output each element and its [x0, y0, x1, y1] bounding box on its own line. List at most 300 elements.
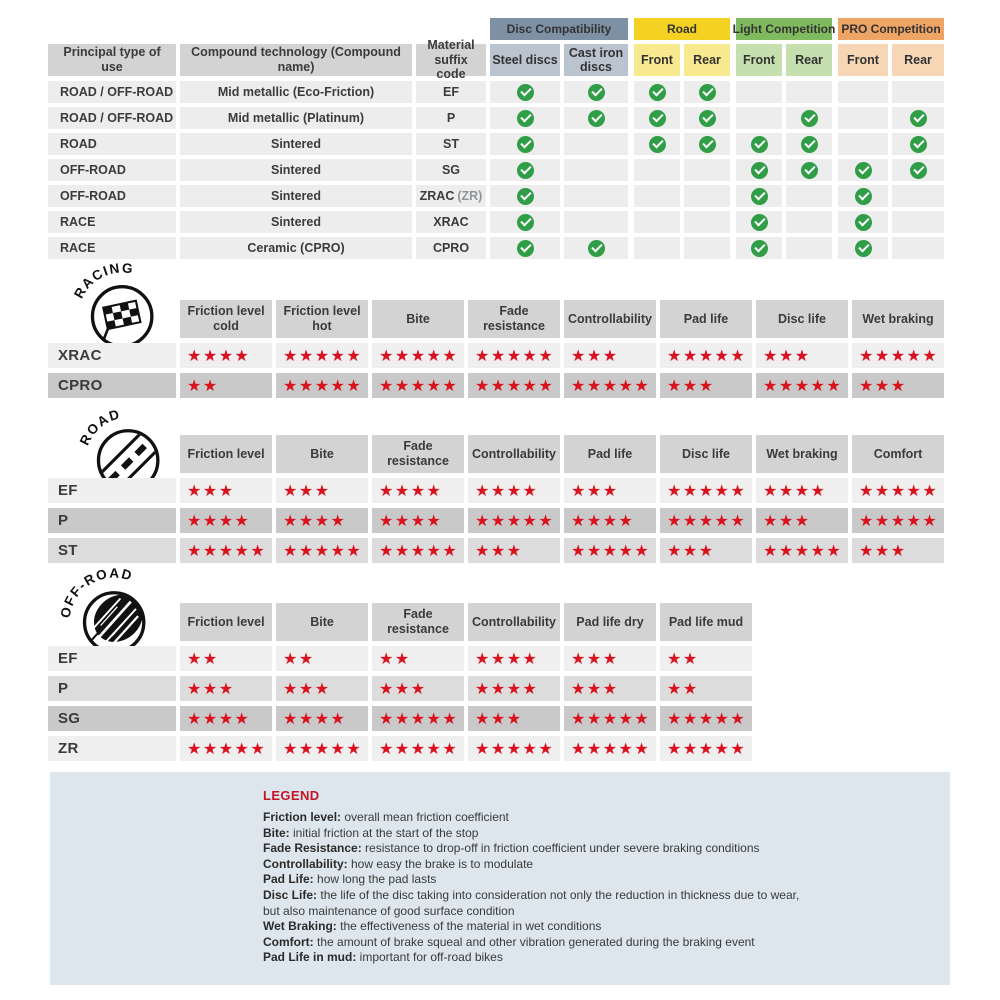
- star-rating-cell: [372, 538, 464, 563]
- check-cell: [634, 211, 680, 233]
- check-cell: [786, 159, 832, 181]
- check-cell: [634, 185, 680, 207]
- rating-column-header: Fade resistance: [468, 300, 560, 338]
- star-rating-3-of-5: ★★★: [763, 345, 811, 365]
- group-header-road: Road: [634, 18, 730, 40]
- star-rating-3-of-5: ★★★: [475, 540, 523, 560]
- legend-item: Wet Braking: the effectiveness of the material in wet conditions: [263, 919, 602, 934]
- check-icon: [699, 136, 716, 153]
- check-cell: [786, 237, 832, 259]
- star-rating-cell: [852, 343, 944, 368]
- check-icon: [801, 110, 818, 127]
- star-rating-cell: [468, 706, 560, 731]
- star-rating-4-of-5: ★★★★: [379, 480, 443, 500]
- star-rating-cell: [660, 538, 752, 563]
- star-rating-cell: [468, 478, 560, 503]
- star-rating-3-of-5: ★★★: [763, 510, 811, 530]
- star-rating-cell: [756, 478, 848, 503]
- ratings-row: [48, 373, 948, 398]
- group-header-light-competition: Light Competition: [736, 18, 832, 40]
- star-rating-cell: [372, 676, 464, 701]
- star-rating-cell: [468, 646, 560, 671]
- compound-label: XRAC: [48, 343, 176, 368]
- code-cell: EF: [416, 81, 486, 103]
- check-cell: [838, 81, 888, 103]
- star-rating-cell: [180, 736, 272, 761]
- rating-column-header: Pad life: [564, 435, 656, 473]
- column-header: Material suffix code: [416, 44, 486, 76]
- svg-text:ROAD: ROAD: [76, 406, 123, 448]
- star-rating-cell: [852, 373, 944, 398]
- star-rating-5-of-5: ★★★★★: [571, 540, 651, 560]
- star-rating-4-of-5: ★★★★: [187, 708, 251, 728]
- compound-cell: Mid metallic (Eco-Friction): [180, 81, 412, 103]
- star-rating-cell: [276, 676, 368, 701]
- star-rating-4-of-5: ★★★★: [379, 510, 443, 530]
- star-rating-cell: [276, 343, 368, 368]
- legend-item: Disc Life: the life of the disc taking into consideration not only the reduction in thickness due to wear,: [263, 887, 800, 902]
- star-rating-3-of-5: ★★★: [475, 708, 523, 728]
- code-cell: CPRO: [416, 237, 486, 259]
- compat-row: [48, 81, 950, 103]
- ratings-row: [48, 676, 756, 701]
- spacer: [48, 603, 180, 641]
- ratings-row: [48, 343, 948, 368]
- star-rating-5-of-5: ★★★★★: [283, 375, 363, 395]
- use-cell: OFF-ROAD: [48, 159, 176, 181]
- star-rating-5-of-5: ★★★★★: [667, 708, 747, 728]
- compound-cell: Sintered: [180, 133, 412, 155]
- compat-row: [48, 185, 950, 207]
- star-rating-cell: [564, 646, 656, 671]
- check-cell: [838, 211, 888, 233]
- star-rating-2-of-5: ★★: [187, 648, 219, 668]
- star-rating-4-of-5: ★★★★: [475, 648, 539, 668]
- check-cell: [736, 237, 782, 259]
- rating-column-header: Disc life: [660, 435, 752, 473]
- use-cell: ROAD / OFF-ROAD: [48, 107, 176, 129]
- star-rating-3-of-5: ★★★: [571, 480, 619, 500]
- check-cell: [892, 159, 944, 181]
- check-cell: [892, 107, 944, 129]
- check-cell: [684, 159, 730, 181]
- check-icon: [517, 84, 534, 101]
- check-icon: [649, 110, 666, 127]
- compound-label: P: [48, 676, 176, 701]
- spacer: [48, 300, 180, 338]
- subcolumn-header: Cast iron discs: [564, 44, 628, 76]
- check-cell: [892, 81, 944, 103]
- check-icon: [751, 240, 768, 257]
- check-cell: [684, 107, 730, 129]
- star-rating-cell: [468, 373, 560, 398]
- check-icon: [517, 162, 534, 179]
- check-cell: [684, 185, 730, 207]
- check-cell: [838, 107, 888, 129]
- compound-cell: Mid metallic (Platinum): [180, 107, 412, 129]
- star-rating-5-of-5: ★★★★★: [379, 345, 459, 365]
- check-icon: [855, 188, 872, 205]
- check-icon: [910, 110, 927, 127]
- compound-cell: Sintered: [180, 211, 412, 233]
- star-rating-3-of-5: ★★★: [667, 540, 715, 560]
- check-cell: [564, 107, 628, 129]
- star-rating-cell: [468, 676, 560, 701]
- check-cell: [634, 81, 680, 103]
- use-cell: ROAD: [48, 133, 176, 155]
- subcolumn-header: Steel discs: [490, 44, 560, 76]
- star-rating-cell: [564, 676, 656, 701]
- column-header: Principal type of use: [48, 44, 176, 76]
- legend-item: Fade Resistance: resistance to drop-off in friction coefficient under severe braking conditions: [263, 841, 760, 856]
- star-rating-5-of-5: ★★★★★: [859, 345, 939, 365]
- code-cell: ST: [416, 133, 486, 155]
- use-cell: OFF-ROAD: [48, 185, 176, 207]
- star-rating-cell: [180, 676, 272, 701]
- check-cell: [490, 185, 560, 207]
- ratings-header-row: [48, 603, 756, 641]
- star-rating-cell: [660, 706, 752, 731]
- svg-text:OFF-ROAD: OFF-ROAD: [58, 565, 135, 620]
- star-rating-5-of-5: ★★★★★: [571, 738, 651, 758]
- code-cell: P: [416, 107, 486, 129]
- rating-column-header: Friction level: [180, 603, 272, 641]
- legend-items: [263, 810, 936, 966]
- star-rating-cell: [372, 646, 464, 671]
- star-rating-5-of-5: ★★★★★: [283, 345, 363, 365]
- rating-column-header: Bite: [276, 603, 368, 641]
- check-cell: [490, 159, 560, 181]
- star-rating-cell: [180, 373, 272, 398]
- ratings-row: [48, 706, 756, 731]
- group-header-pro-competition: PRO Competition: [838, 18, 944, 40]
- star-rating-cell: [660, 646, 752, 671]
- star-rating-3-of-5: ★★★: [283, 678, 331, 698]
- star-rating-3-of-5: ★★★: [379, 678, 427, 698]
- star-rating-cell: [468, 538, 560, 563]
- star-rating-5-of-5: ★★★★★: [475, 345, 555, 365]
- check-icon: [751, 188, 768, 205]
- legend-box: [50, 772, 950, 985]
- star-rating-cell: [564, 478, 656, 503]
- check-cell: [786, 81, 832, 103]
- star-rating-5-of-5: ★★★★★: [475, 375, 555, 395]
- star-rating-cell: [276, 646, 368, 671]
- code-cell: SG: [416, 159, 486, 181]
- star-rating-5-of-5: ★★★★★: [379, 540, 459, 560]
- star-rating-cell: [180, 343, 272, 368]
- legend-item: Bite: initial friction at the start of the stop: [263, 825, 479, 840]
- rating-column-header: Wet braking: [756, 435, 848, 473]
- rating-column-header: Pad life: [660, 300, 752, 338]
- star-rating-cell: [756, 343, 848, 368]
- check-cell: [838, 185, 888, 207]
- star-rating-2-of-5: ★★: [667, 648, 699, 668]
- star-rating-cell: [180, 478, 272, 503]
- code-cell: XRAC: [416, 211, 486, 233]
- check-cell: [490, 211, 560, 233]
- legend-item: Controllability: how easy the brake is to modulate: [263, 856, 534, 871]
- star-rating-3-of-5: ★★★: [283, 480, 331, 500]
- racing-ratings-table: [48, 300, 948, 403]
- check-cell: [564, 185, 628, 207]
- star-rating-3-of-5: ★★★: [859, 540, 907, 560]
- star-rating-cell: [468, 508, 560, 533]
- check-cell: [564, 81, 628, 103]
- star-rating-4-of-5: ★★★★: [187, 345, 251, 365]
- rating-column-header: Wet braking: [852, 300, 944, 338]
- star-rating-2-of-5: ★★: [379, 648, 411, 668]
- star-rating-3-of-5: ★★★: [571, 648, 619, 668]
- star-rating-5-of-5: ★★★★★: [283, 540, 363, 560]
- star-rating-5-of-5: ★★★★★: [667, 738, 747, 758]
- check-cell: [786, 133, 832, 155]
- check-icon: [751, 162, 768, 179]
- check-cell: [564, 159, 628, 181]
- star-rating-cell: [564, 736, 656, 761]
- column-header: Compound technology (Compound name): [180, 44, 412, 76]
- check-icon: [801, 162, 818, 179]
- star-rating-cell: [564, 706, 656, 731]
- star-rating-cell: [372, 373, 464, 398]
- use-cell: ROAD / OFF-ROAD: [48, 81, 176, 103]
- check-icon: [588, 110, 605, 127]
- check-cell: [736, 133, 782, 155]
- subcolumn-header: Rear: [786, 44, 832, 76]
- star-rating-5-of-5: ★★★★★: [859, 510, 939, 530]
- star-rating-cell: [564, 373, 656, 398]
- road-ratings-table: [48, 435, 948, 568]
- star-rating-5-of-5: ★★★★★: [763, 540, 843, 560]
- check-cell: [634, 107, 680, 129]
- compat-group-header-row: [48, 18, 950, 40]
- compat-row: [48, 211, 950, 233]
- star-rating-cell: [756, 508, 848, 533]
- check-cell: [786, 107, 832, 129]
- check-icon: [801, 136, 818, 153]
- star-rating-4-of-5: ★★★★: [283, 510, 347, 530]
- compound-cell: Sintered: [180, 159, 412, 181]
- star-rating-5-of-5: ★★★★★: [571, 708, 651, 728]
- ratings-row: [48, 478, 948, 503]
- star-rating-5-of-5: ★★★★★: [475, 510, 555, 530]
- check-cell: [684, 81, 730, 103]
- check-cell: [736, 81, 782, 103]
- check-cell: [684, 237, 730, 259]
- star-rating-2-of-5: ★★: [187, 375, 219, 395]
- rating-column-header: Pad life mud: [660, 603, 752, 641]
- check-icon: [517, 110, 534, 127]
- check-icon: [517, 214, 534, 231]
- check-icon: [910, 136, 927, 153]
- subcolumn-header: Front: [634, 44, 680, 76]
- check-cell: [838, 133, 888, 155]
- compatibility-table: [48, 18, 950, 263]
- star-rating-5-of-5: ★★★★★: [667, 510, 747, 530]
- rating-column-header: Controllability: [564, 300, 656, 338]
- check-cell: [634, 159, 680, 181]
- check-icon: [910, 162, 927, 179]
- subcolumn-header: Front: [736, 44, 782, 76]
- rating-column-header: Bite: [372, 300, 464, 338]
- legend-item: but also maintenance of good surface condition: [263, 903, 515, 918]
- star-rating-3-of-5: ★★★: [667, 375, 715, 395]
- check-icon: [751, 214, 768, 231]
- compat-row: [48, 159, 950, 181]
- star-rating-cell: [276, 508, 368, 533]
- compound-label: ZR: [48, 736, 176, 761]
- check-cell: [892, 211, 944, 233]
- offroad-ratings-table: [48, 603, 756, 766]
- star-rating-cell: [372, 706, 464, 731]
- group-header-disc-compatibility: Disc Compatibility: [490, 18, 628, 40]
- star-rating-cell: [660, 508, 752, 533]
- check-cell: [892, 237, 944, 259]
- star-rating-5-of-5: ★★★★★: [379, 375, 459, 395]
- check-icon: [855, 240, 872, 257]
- check-icon: [649, 136, 666, 153]
- check-cell: [490, 237, 560, 259]
- star-rating-4-of-5: ★★★★: [571, 510, 635, 530]
- star-rating-5-of-5: ★★★★★: [283, 738, 363, 758]
- compound-label: SG: [48, 706, 176, 731]
- compound-cell: Sintered: [180, 185, 412, 207]
- rating-column-header: Friction level: [180, 435, 272, 473]
- ratings-row: [48, 508, 948, 533]
- spacer: [48, 18, 490, 40]
- check-cell: [564, 211, 628, 233]
- ratings-header-row: [48, 300, 948, 338]
- check-cell: [736, 159, 782, 181]
- star-rating-cell: [180, 706, 272, 731]
- use-cell: RACE: [48, 211, 176, 233]
- check-cell: [564, 237, 628, 259]
- svg-text:RACING: RACING: [71, 260, 136, 301]
- star-rating-cell: [468, 343, 560, 368]
- star-rating-cell: [180, 646, 272, 671]
- compound-label: ST: [48, 538, 176, 563]
- compound-label: P: [48, 508, 176, 533]
- star-rating-cell: [180, 508, 272, 533]
- check-cell: [490, 133, 560, 155]
- compound-cell: Ceramic (CPRO): [180, 237, 412, 259]
- legend-item: Pad Life: how long the pad lasts: [263, 872, 437, 887]
- compat-row: [48, 237, 950, 259]
- check-cell: [892, 133, 944, 155]
- star-rating-cell: [276, 373, 368, 398]
- legend-item: Pad Life in mud: important for off-road bikes: [263, 950, 503, 965]
- spacer: [48, 435, 180, 473]
- star-rating-cell: [372, 508, 464, 533]
- star-rating-cell: [852, 538, 944, 563]
- rating-column-header: Pad life dry: [564, 603, 656, 641]
- star-rating-4-of-5: ★★★★: [763, 480, 827, 500]
- check-icon: [751, 136, 768, 153]
- star-rating-cell: [756, 538, 848, 563]
- check-cell: [684, 133, 730, 155]
- check-icon: [855, 214, 872, 231]
- rating-column-header: Fade resistance: [372, 603, 464, 641]
- check-cell: [786, 185, 832, 207]
- star-rating-cell: [564, 343, 656, 368]
- star-rating-cell: [660, 373, 752, 398]
- legend-title: LEGEND: [263, 788, 320, 803]
- rating-column-header: Comfort: [852, 435, 944, 473]
- star-rating-5-of-5: ★★★★★: [571, 375, 651, 395]
- compat-row: [48, 107, 950, 129]
- star-rating-4-of-5: ★★★★: [187, 510, 251, 530]
- star-rating-3-of-5: ★★★: [571, 345, 619, 365]
- compat-subheader-row: [48, 37, 950, 82]
- check-icon: [517, 136, 534, 153]
- compound-label: EF: [48, 646, 176, 671]
- star-rating-2-of-5: ★★: [667, 678, 699, 698]
- code-cell: ZRAC (ZR): [416, 185, 486, 207]
- star-rating-5-of-5: ★★★★★: [379, 708, 459, 728]
- star-rating-cell: [372, 736, 464, 761]
- star-rating-5-of-5: ★★★★★: [859, 480, 939, 500]
- check-icon: [649, 84, 666, 101]
- check-icon: [699, 110, 716, 127]
- check-cell: [892, 185, 944, 207]
- star-rating-5-of-5: ★★★★★: [763, 375, 843, 395]
- check-cell: [736, 211, 782, 233]
- star-rating-3-of-5: ★★★: [187, 678, 235, 698]
- check-cell: [684, 211, 730, 233]
- check-cell: [838, 237, 888, 259]
- subcolumn-header: Front: [838, 44, 888, 76]
- check-cell: [634, 133, 680, 155]
- star-rating-3-of-5: ★★★: [571, 678, 619, 698]
- compat-row: [48, 133, 950, 155]
- star-rating-cell: [180, 538, 272, 563]
- star-rating-3-of-5: ★★★: [187, 480, 235, 500]
- check-cell: [736, 107, 782, 129]
- star-rating-5-of-5: ★★★★★: [667, 480, 747, 500]
- star-rating-cell: [276, 736, 368, 761]
- ratings-row: [48, 538, 948, 563]
- star-rating-cell: [756, 373, 848, 398]
- check-icon: [588, 84, 605, 101]
- star-rating-4-of-5: ★★★★: [283, 708, 347, 728]
- check-cell: [634, 237, 680, 259]
- check-cell: [564, 133, 628, 155]
- star-rating-3-of-5: ★★★: [859, 375, 907, 395]
- star-rating-5-of-5: ★★★★★: [379, 738, 459, 758]
- star-rating-cell: [660, 676, 752, 701]
- use-cell: RACE: [48, 237, 176, 259]
- check-icon: [517, 240, 534, 257]
- star-rating-cell: [852, 478, 944, 503]
- star-rating-cell: [660, 478, 752, 503]
- ratings-row: [48, 736, 756, 761]
- check-cell: [736, 185, 782, 207]
- subcolumn-header: Rear: [892, 44, 944, 76]
- star-rating-5-of-5: ★★★★★: [475, 738, 555, 758]
- subcolumn-header: Rear: [684, 44, 730, 76]
- check-icon: [699, 84, 716, 101]
- check-cell: [490, 107, 560, 129]
- legend-item: Comfort: the amount of brake squeal and other vibration generated during the braking event: [263, 934, 755, 949]
- legend-item: Friction level: overall mean friction coefficient: [263, 810, 509, 824]
- star-rating-cell: [852, 508, 944, 533]
- ratings-header-row: [48, 435, 948, 473]
- star-rating-cell: [276, 706, 368, 731]
- star-rating-4-of-5: ★★★★: [475, 480, 539, 500]
- star-rating-cell: [468, 736, 560, 761]
- compound-label: EF: [48, 478, 176, 503]
- check-icon: [855, 162, 872, 179]
